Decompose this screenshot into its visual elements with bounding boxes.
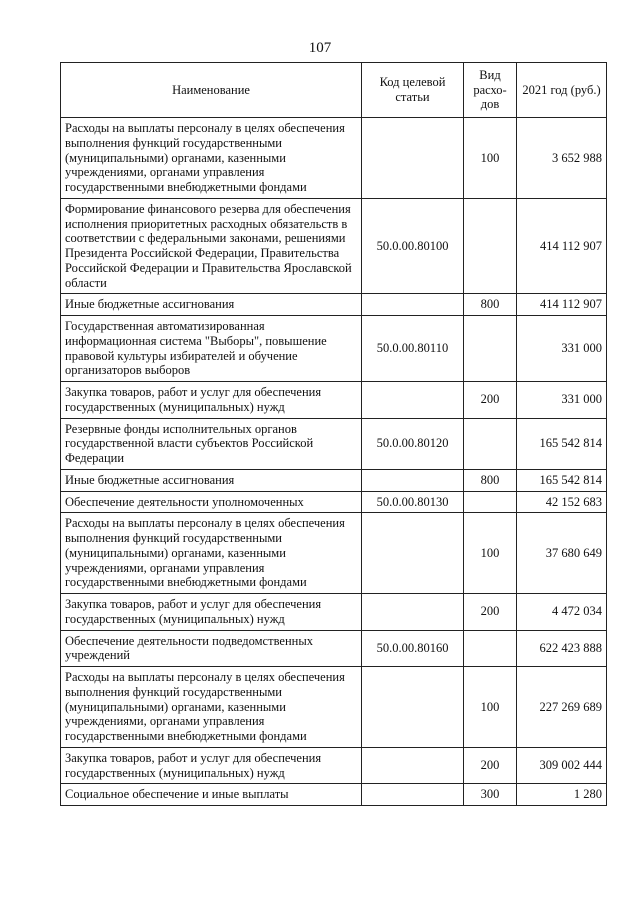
table-row [61,118,607,199]
header-type: Вид расхо-дов [464,63,517,118]
table-row [61,747,607,784]
cell-type: 200 [464,594,517,631]
cell-amount: 3 652 988 [517,118,607,199]
cell-code [362,469,464,491]
table-row [61,294,607,316]
cell-type: 800 [464,294,517,316]
cell-name: Закупка товаров, работ и услуг для обеспечения государственных (муниципальных) нужд [61,594,362,631]
page-number: 107 [308,40,332,56]
table-row [61,198,607,294]
cell-code: 50.0.00.80120 [362,418,464,469]
cell-name: Иные бюджетные ассигнования [61,469,362,491]
cell-code [362,118,464,199]
cell-code [362,294,464,316]
cell-code: 50.0.00.80160 [362,630,464,667]
cell-name: Социальное обеспечение и иные выплаты [61,784,362,806]
cell-code [362,594,464,631]
cell-name: Расходы на выплаты персоналу в целях обеспечения выполнения функций государственными (муниципальными) органами, казенными учреждениями, органами управления государственными внебюджетными фондами [61,513,362,594]
cell-code [362,747,464,784]
header-name: Наименование [61,63,362,118]
cell-type: 300 [464,784,517,806]
table-row [61,382,607,419]
cell-type [464,418,517,469]
cell-name: Закупка товаров, работ и услуг для обеспечения государственных (муниципальных) нужд [61,747,362,784]
cell-amount: 331 000 [517,316,607,382]
cell-amount: 414 112 907 [517,198,607,294]
cell-type [464,198,517,294]
cell-amount: 42 152 683 [517,491,607,513]
cell-amount: 309 002 444 [517,747,607,784]
cell-type [464,630,517,667]
header-code: Код целевой статьи [362,63,464,118]
cell-code: 50.0.00.80100 [362,198,464,294]
table-row [61,469,607,491]
cell-amount: 331 000 [517,382,607,419]
cell-name: Обеспечение деятельности уполномоченных [61,491,362,513]
cell-name: Иные бюджетные ассигнования [61,294,362,316]
cell-code: 50.0.00.80130 [362,491,464,513]
table-row [61,784,607,806]
cell-code: 50.0.00.80110 [362,316,464,382]
cell-type [464,491,517,513]
cell-amount: 165 542 814 [517,418,607,469]
cell-code [362,784,464,806]
cell-type: 200 [464,747,517,784]
cell-amount: 227 269 689 [517,667,607,748]
header-amount: 2021 год (руб.) [517,63,607,118]
cell-type: 100 [464,513,517,594]
cell-name: Закупка товаров, работ и услуг для обеспечения государственных (муниципальных) нужд [61,382,362,419]
table-row [61,630,607,667]
table-row [61,418,607,469]
cell-name: Расходы на выплаты персоналу в целях обеспечения выполнения функций государственными (муниципальными) органами, казенными учреждениями, органами управления государственными внебюджетными фондами [61,667,362,748]
cell-type [464,316,517,382]
cell-type: 800 [464,469,517,491]
cell-type: 200 [464,382,517,419]
cell-code [362,667,464,748]
cell-type: 100 [464,118,517,199]
cell-name: Резервные фонды исполнительных органов государственной власти субъектов Российской Федерации [61,418,362,469]
budget-table [60,62,607,806]
cell-amount: 37 680 649 [517,513,607,594]
table-row [61,491,607,513]
cell-type: 100 [464,667,517,748]
cell-name: Государственная автоматизированная информационная система "Выборы", повышение правовой культуры избирателей и обучение организаторов выборов [61,316,362,382]
table-row [61,667,607,748]
cell-name: Расходы на выплаты персоналу в целях обеспечения выполнения функций государственными (муниципальными) органами, казенными учреждениями, органами управления государственными внебюджетными фондами [61,118,362,199]
cell-name: Обеспечение деятельности подведомственных учреждений [61,630,362,667]
cell-amount: 1 280 [517,784,607,806]
table-row [61,316,607,382]
cell-amount: 4 472 034 [517,594,607,631]
table-row [61,513,607,594]
cell-amount: 165 542 814 [517,469,607,491]
cell-code [362,382,464,419]
cell-name: Формирование финансового резерва для обеспечения исполнения приоритетных расходных обязательств в соответствии с федеральными законами, решениями Президента Российской Федерации, Правительства Российской Федерации и Правительства Ярославской области [61,198,362,294]
table-row [61,594,607,631]
table-header-row [61,63,607,118]
cell-amount: 622 423 888 [517,630,607,667]
cell-amount: 414 112 907 [517,294,607,316]
cell-code [362,513,464,594]
